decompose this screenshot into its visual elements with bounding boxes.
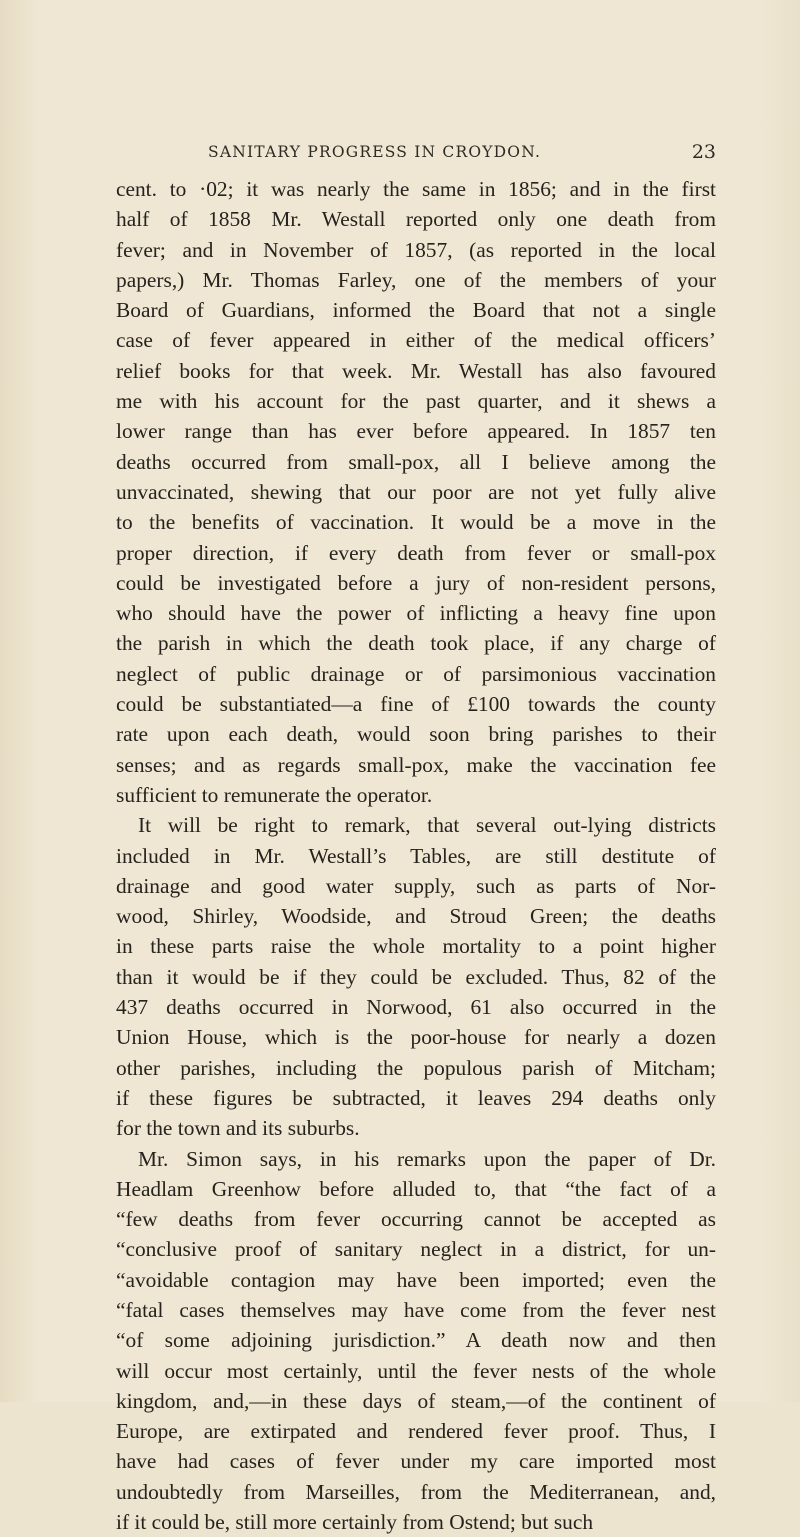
text-line: proper direction, if every death from fever or small-pox — [116, 538, 716, 568]
text-line: case of fever appeared in either of the medical officers’ — [116, 325, 716, 355]
text-line: lower range than has ever before appeared. In 1857 ten — [116, 416, 716, 446]
text-line: me with his account for the past quarter, and it shews a — [116, 386, 716, 416]
page-header — [116, 143, 716, 167]
text-line: unvaccinated, shewing that our poor are not yet fully alive — [116, 477, 716, 507]
paragraph — [116, 1144, 716, 1537]
text-line: for the town and its suburbs. — [116, 1113, 716, 1143]
text-line: It will be right to remark, that several out-lying districts — [116, 810, 716, 840]
text-line: included in Mr. Westall’s Tables, are still destitute of — [116, 841, 716, 871]
text-line: Board of Guardians, informed the Board that not a single — [116, 295, 716, 325]
text-line: papers,) Mr. Thomas Farley, one of the members of your — [116, 265, 716, 295]
running-title: SANITARY PROGRESS IN CROYDON. — [208, 143, 541, 161]
text-line: have had cases of fever under my care imported most — [116, 1446, 716, 1476]
text-line: “avoidable contagion may have been imported; even the — [116, 1265, 716, 1295]
text-line: sufficient to remunerate the operator. — [116, 780, 716, 810]
text-line: Union House, which is the poor-house for nearly a dozen — [116, 1022, 716, 1052]
text-line: rate upon each death, would soon bring parishes to their — [116, 719, 716, 749]
paragraph — [116, 174, 716, 810]
text-line: who should have the power of inflicting a heavy fine upon — [116, 598, 716, 628]
text-line: could be investigated before a jury of non-resident persons, — [116, 568, 716, 598]
text-line: in these parts raise the whole mortality to a point higher — [116, 931, 716, 961]
text-line: “of some adjoining jurisdiction.” A death now and then — [116, 1325, 716, 1355]
text-line: “few deaths from fever occurring cannot be accepted as — [116, 1204, 716, 1234]
text-line: could be substantiated—a fine of £100 towards the county — [116, 689, 716, 719]
text-line: drainage and good water supply, such as parts of Nor- — [116, 871, 716, 901]
text-line: 437 deaths occurred in Norwood, 61 also occurred in the — [116, 992, 716, 1022]
text-line: undoubtedly from Marseilles, from the Mediterranean, and, — [116, 1477, 716, 1507]
text-line: kingdom, and,—in these days of steam,—of the continent of — [116, 1386, 716, 1416]
body-text — [116, 174, 716, 1537]
text-line: than it would be if they could be excluded. Thus, 82 of the — [116, 962, 716, 992]
text-line: senses; and as regards small-pox, make the vaccination fee — [116, 750, 716, 780]
paragraph — [116, 810, 716, 1143]
text-line: “fatal cases themselves may have come from the fever nest — [116, 1295, 716, 1325]
text-line: neglect of public drainage or of parsimonious vaccination — [116, 659, 716, 689]
text-line: Mr. Simon says, in his remarks upon the paper of Dr. — [116, 1144, 716, 1174]
text-line: if these figures be subtracted, it leaves 294 deaths only — [116, 1083, 716, 1113]
text-line: wood, Shirley, Woodside, and Stroud Green; the deaths — [116, 901, 716, 931]
text-line: deaths occurred from small-pox, all I believe among the — [116, 447, 716, 477]
text-line: will occur most certainly, until the fever nests of the whole — [116, 1356, 716, 1386]
text-line: the parish in which the death took place, if any charge of — [116, 628, 716, 658]
text-line: if it could be, still more certainly from Ostend; but such — [116, 1507, 716, 1537]
page-number: 23 — [692, 141, 716, 163]
text-line: Headlam Greenhow before alluded to, that “the fact of a — [116, 1174, 716, 1204]
text-line: “conclusive proof of sanitary neglect in a district, for un- — [116, 1234, 716, 1264]
text-line: fever; and in November of 1857, (as reported in the local — [116, 235, 716, 265]
text-line: other parishes, including the populous parish of Mitcham; — [116, 1053, 716, 1083]
text-line: to the benefits of vaccination. It would be a move in the — [116, 507, 716, 537]
text-line: Europe, are extirpated and rendered fever proof. Thus, I — [116, 1416, 716, 1446]
text-line: cent. to ·02; it was nearly the same in 1856; and in the first — [116, 174, 716, 204]
text-line: half of 1858 Mr. Westall reported only one death from — [116, 204, 716, 234]
text-line: relief books for that week. Mr. Westall has also favoured — [116, 356, 716, 386]
